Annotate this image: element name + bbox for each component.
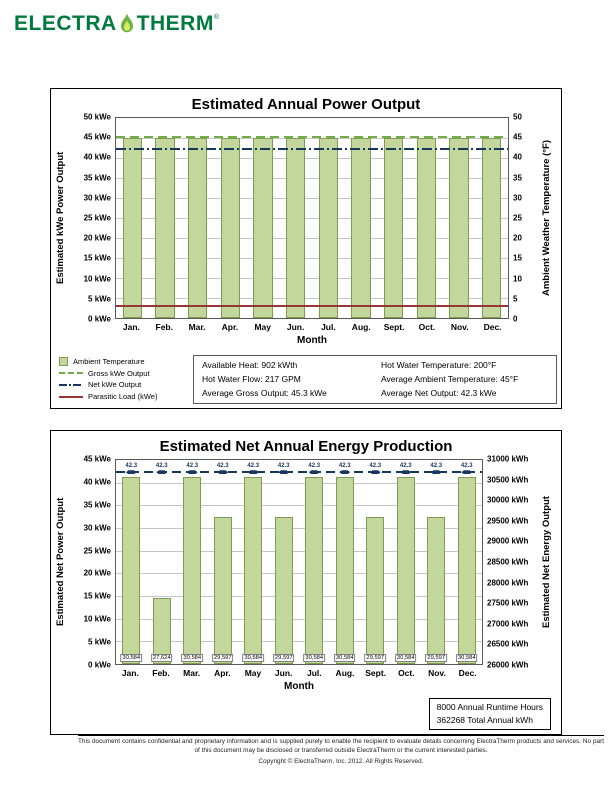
- x-tick-label: Jan.: [121, 668, 139, 678]
- bar-value-label: 30,584: [396, 655, 415, 661]
- bar: [427, 517, 445, 664]
- chart-body-power: [55, 112, 557, 349]
- chart-title-power: Estimated Annual Power Output: [191, 96, 421, 113]
- axis-tick-label: 40: [513, 152, 522, 162]
- axis-tick-label: 35 kWe: [83, 173, 111, 183]
- axis-tick-label: 26500 kWh: [487, 639, 529, 649]
- bar: [384, 138, 404, 318]
- series-line: [116, 136, 508, 138]
- axis-tick-label: 35 kWe: [83, 500, 111, 510]
- point-label: 42.3: [155, 463, 168, 470]
- legend-swatch-dashed: [59, 372, 83, 374]
- bar-value-label: 30,584: [183, 655, 202, 661]
- x-tick-label: Feb.: [155, 322, 173, 332]
- bar-value-label: 30,584: [244, 655, 263, 661]
- axis-tick-label: 28500 kWh: [487, 557, 529, 567]
- point-label: 42.3: [338, 463, 351, 470]
- legend-item: [59, 356, 183, 368]
- axis-tick-label: 30: [513, 193, 522, 203]
- info-line: Available Heat: 902 kWth: [202, 360, 298, 370]
- bar: [366, 517, 384, 664]
- series-line: [116, 305, 508, 307]
- axis-tick-label: 15 kWe: [83, 591, 111, 601]
- x-tick-label: Oct.: [418, 322, 436, 332]
- x-tick-label: Nov.: [450, 322, 469, 332]
- bar: [449, 138, 469, 318]
- right-axis-ticks: [483, 454, 541, 670]
- bar-value-label: 30,584: [457, 655, 476, 661]
- axis-tick-label: 20 kWe: [83, 233, 111, 243]
- x-axis-title: Month: [297, 335, 327, 346]
- x-tick-label: Jul.: [307, 668, 322, 678]
- legend-swatch-solid: [59, 396, 83, 398]
- x-tick-label: Jun.: [286, 322, 305, 332]
- info-line: Average Net Output: 42.3 kWe: [381, 387, 497, 398]
- bar: [482, 138, 502, 318]
- axis-tick-label: 5 kWe: [88, 637, 111, 647]
- x-tick-label: Jul.: [321, 322, 336, 332]
- energy-production-chart-section: [50, 430, 562, 735]
- point-label: 42.3: [308, 463, 321, 470]
- runtime-summary-box: [429, 698, 551, 730]
- axis-tick-label: 29500 kWh: [487, 516, 529, 526]
- bar: [417, 138, 437, 318]
- brand-logo: [14, 12, 219, 36]
- info-col-right: [381, 359, 548, 400]
- info-line: Hot Water Flow: 217 GPM: [202, 373, 301, 384]
- point-label: 42.3: [125, 463, 138, 470]
- info-line: Hot Water Temperature: 200°F: [381, 360, 497, 370]
- bar-value-label: 30,584: [305, 655, 324, 661]
- axis-tick-label: 27500 kWh: [487, 598, 529, 608]
- gridline: [116, 483, 482, 484]
- page-footer: [78, 735, 604, 765]
- bar: [305, 477, 323, 664]
- axis-tick-label: 5 kWe: [88, 294, 111, 304]
- brand-name-electra: ELECTRA: [14, 12, 117, 35]
- bar-value-label: 29,597: [213, 655, 232, 661]
- bar: [336, 477, 354, 664]
- legend-item-label: Parasitic Load (kWe): [88, 391, 158, 401]
- bar: [183, 477, 201, 664]
- bar: [275, 517, 293, 664]
- point-label: 42.3: [277, 463, 290, 470]
- legend-item-label: Ambient Temperature: [73, 357, 145, 366]
- left-axis-title: Estimated kWe Power Output: [55, 151, 66, 285]
- axis-tick-label: 40 kWe: [83, 152, 111, 162]
- info-line: Average Ambient Temperature: 45°F: [381, 373, 519, 384]
- x-tick-label: May: [254, 322, 272, 332]
- x-tick-label: Sept.: [383, 322, 405, 332]
- point-label: 42.3: [430, 463, 443, 470]
- bar-value-label: 30,584: [335, 655, 354, 661]
- bar: [214, 517, 232, 664]
- axis-tick-label: 30 kWe: [83, 193, 111, 203]
- x-tick-label: Dec.: [458, 668, 477, 678]
- axis-tick-label: 0: [513, 314, 518, 324]
- axis-tick-label: 0 kWe: [88, 660, 111, 670]
- axis-tick-label: 40 kWe: [83, 477, 111, 487]
- axis-tick-label: 28000 kWh: [487, 578, 529, 588]
- axis-tick-label: 25: [513, 213, 522, 223]
- bar: [155, 138, 175, 318]
- legend-item: [59, 368, 183, 380]
- chart-title-energy: Estimated Net Annual Energy Production: [159, 438, 453, 455]
- legend-swatch-bar: [59, 357, 68, 366]
- right-axis-title: Estimated Net Energy Output: [541, 496, 552, 628]
- legend-item: [59, 379, 183, 391]
- x-tick-label: Feb.: [152, 668, 170, 678]
- bar: [351, 138, 371, 318]
- bar: [253, 138, 273, 318]
- legend-info-row: [55, 355, 557, 404]
- flame-icon: [118, 12, 136, 36]
- gridline: [116, 505, 482, 506]
- point-label: 42.3: [460, 463, 473, 470]
- plot-area: [115, 459, 483, 665]
- info-line: Average Gross Output: 45.3 kWe: [202, 387, 327, 398]
- info-col-left: [202, 359, 369, 400]
- right-axis-ticks: [509, 112, 541, 324]
- axis-tick-label: 5: [513, 294, 518, 304]
- bar-value-label: 27,624: [152, 655, 171, 661]
- point-label: 42.3: [186, 463, 199, 470]
- axis-tick-label: 50 kWe: [83, 112, 111, 122]
- x-tick-label: May: [244, 668, 262, 678]
- axis-tick-label: 45 kWe: [83, 132, 111, 142]
- bar: [319, 138, 339, 318]
- footer-divider: [78, 735, 604, 736]
- point-label: 42.3: [247, 463, 260, 470]
- bar: [458, 477, 476, 664]
- left-axis-ticks: [71, 454, 115, 670]
- point-label: 42.3: [216, 463, 229, 470]
- point-label: 42.3: [369, 463, 382, 470]
- x-tick-label: Dec.: [483, 322, 502, 332]
- axis-tick-label: 10: [513, 274, 522, 284]
- axis-tick-label: 15 kWe: [83, 253, 111, 263]
- axis-tick-label: 30000 kWh: [487, 495, 529, 505]
- axis-tick-label: 25 kWe: [83, 213, 111, 223]
- axis-tick-label: 31000 kWh: [487, 454, 529, 464]
- bar: [244, 477, 262, 664]
- bar: [286, 138, 306, 318]
- series-line: [116, 471, 482, 473]
- x-axis-title: Month: [284, 681, 314, 692]
- bar: [123, 138, 143, 318]
- chart-body-energy: [55, 454, 557, 695]
- registered-trademark: ®: [213, 14, 220, 21]
- bar-value-label: 29,597: [274, 655, 293, 661]
- legend-item-label: Gross kWe Output: [88, 368, 150, 378]
- left-axis-title: Estimated Net Power Output: [55, 497, 66, 627]
- x-tick-label: Aug.: [335, 668, 355, 678]
- x-tick-label: Jan.: [122, 322, 140, 332]
- series-line: [116, 148, 508, 151]
- legend-item-label: Net kWe Output: [88, 380, 142, 390]
- axis-tick-label: 50: [513, 112, 522, 122]
- axis-tick-label: 45: [513, 132, 522, 142]
- legend-item: [59, 391, 183, 403]
- brand-name-therm: THERM: [136, 12, 214, 35]
- x-tick-label: Jun.: [274, 668, 293, 678]
- left-axis-ticks: [71, 112, 115, 324]
- axis-tick-label: 45 kWe: [83, 454, 111, 464]
- axis-tick-label: 0 kWe: [88, 314, 111, 324]
- bar-value-label: 29,597: [427, 655, 446, 661]
- x-tick-label: Nov.: [428, 668, 446, 678]
- bar: [122, 477, 140, 664]
- axis-tick-label: 35: [513, 173, 522, 183]
- x-tick-label: Mar.: [188, 322, 206, 332]
- axis-tick-label: 26000 kWh: [487, 660, 529, 670]
- x-tick-label: Apr.: [214, 668, 231, 678]
- x-tick-label: Aug.: [351, 322, 371, 332]
- x-axis-ticks: [115, 319, 509, 333]
- runtime-line: 362268 Total Annual kWh: [436, 714, 533, 725]
- right-axis-title: Ambient Weather Temperature (°F): [541, 140, 552, 296]
- footer-disclaimer: This document contains confidential and proprietary information and is supplied purely to enable the recipient to evaluate details concerning ElectraTherm products and services. No part of this document may be disclosed or transferred outside ElectraTherm or the current interested parties.: [78, 738, 604, 754]
- axis-tick-label: 29000 kWh: [487, 536, 529, 546]
- system-summary-box: [193, 355, 557, 404]
- axis-tick-label: 30500 kWh: [487, 475, 529, 485]
- legend-swatch-dashdot: [59, 384, 83, 387]
- x-tick-label: Mar.: [183, 668, 201, 678]
- chart-legend: [55, 355, 183, 404]
- bar: [397, 477, 415, 664]
- axis-tick-label: 20 kWe: [83, 568, 111, 578]
- bar-value-label: 30,584: [122, 655, 141, 661]
- bar-value-label: 29,597: [366, 655, 385, 661]
- axis-tick-label: 27000 kWh: [487, 619, 529, 629]
- plot-area: [115, 117, 509, 319]
- x-tick-label: Oct.: [398, 668, 415, 678]
- x-tick-label: Sept.: [365, 668, 387, 678]
- runtime-line: 8000 Annual Runtime Hours: [436, 702, 543, 712]
- point-label: 42.3: [399, 463, 412, 470]
- footer-copyright: Copyright © ElectraTherm, Inc. 2012. All Rights Reserved.: [258, 757, 424, 765]
- power-output-chart-section: [50, 88, 562, 409]
- axis-tick-label: 10 kWe: [83, 274, 111, 284]
- axis-tick-label: 15: [513, 253, 522, 263]
- x-tick-label: Apr.: [221, 322, 239, 332]
- axis-tick-label: 25 kWe: [83, 546, 111, 556]
- axis-tick-label: 10 kWe: [83, 614, 111, 624]
- x-axis-ticks: [115, 665, 483, 679]
- axis-tick-label: 20: [513, 233, 522, 243]
- axis-tick-label: 30 kWe: [83, 523, 111, 533]
- bar: [221, 138, 241, 318]
- bar: [188, 138, 208, 318]
